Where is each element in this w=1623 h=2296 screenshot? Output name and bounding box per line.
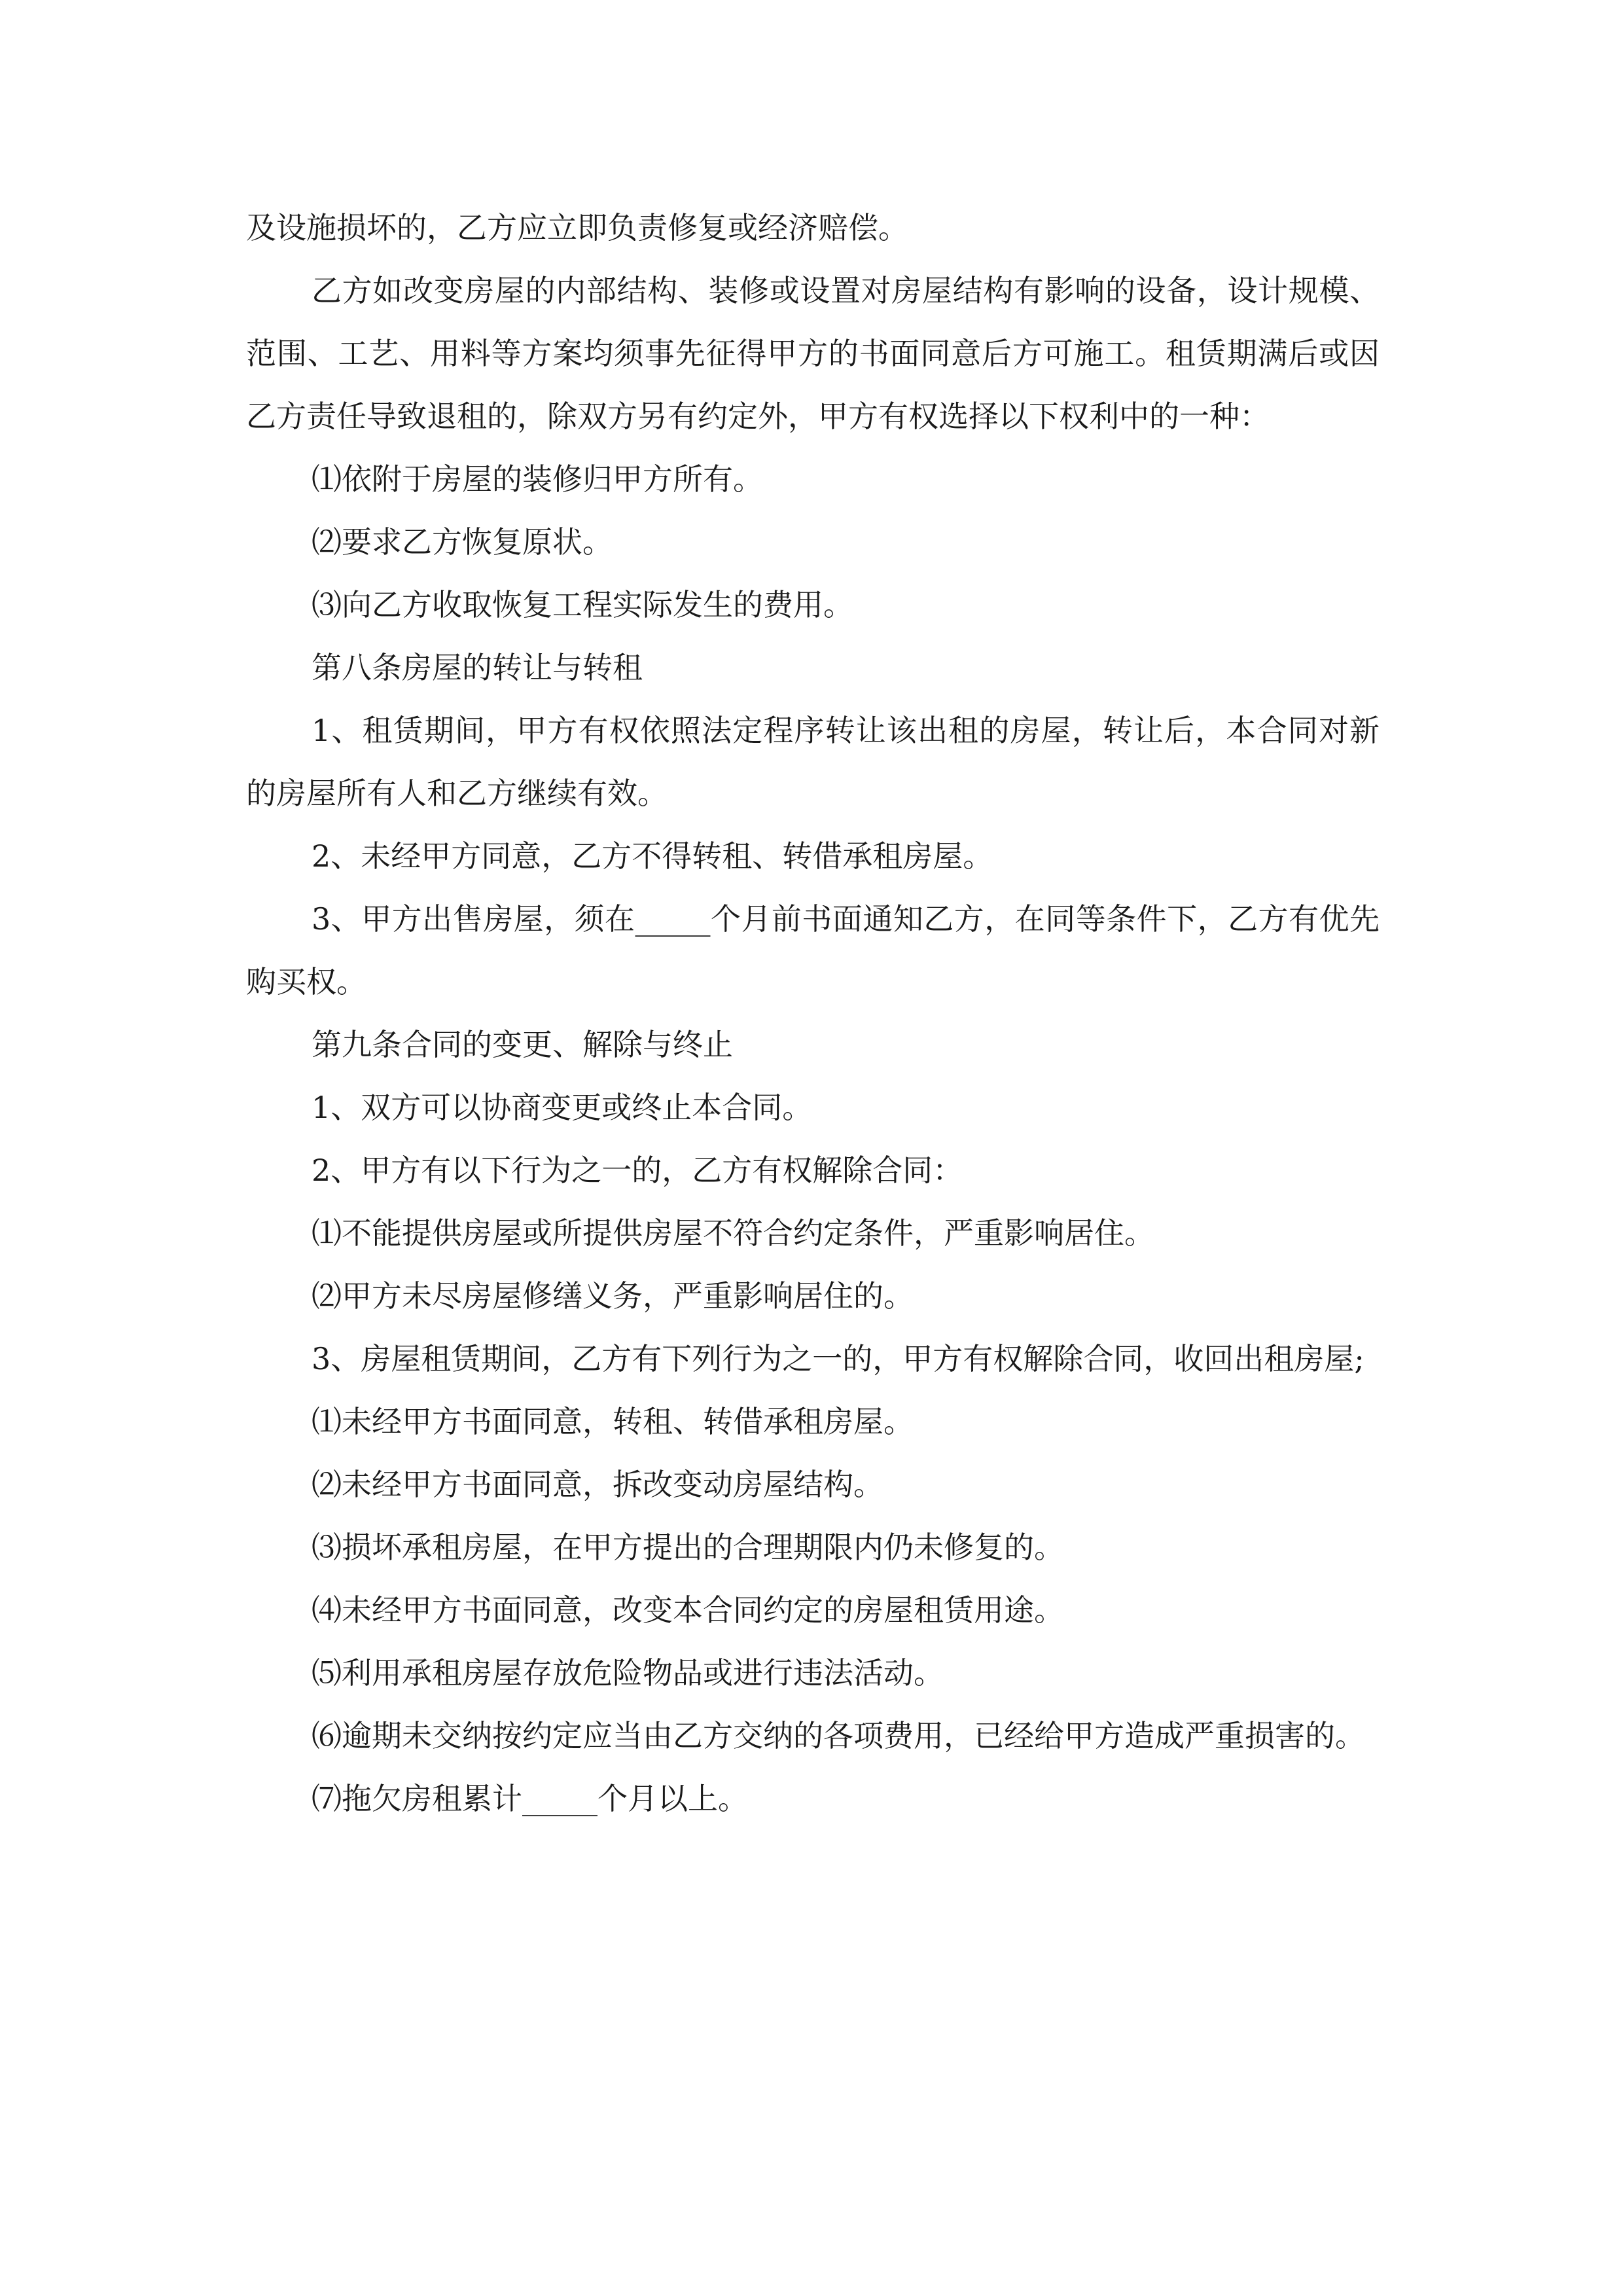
section-heading-article-8: 第八条房屋的转让与转租 [312,650,643,685]
clause-item: 2、未经甲方同意，乙方不得转租、转借承租房屋。 [312,838,993,874]
paragraph-damage-repair: 及设施损坏的，乙方应立即负责修复或经济赔偿。 [246,210,908,245]
list-item: ⑵要求乙方恢复原状。 [312,524,613,560]
list-item: ⑵甲方未尽房屋修缮义务，严重影响居住的。 [312,1278,914,1314]
clause-item: 3、甲方出售房屋，须在_____个月前书面通知乙方，在同等条件下，乙方有优先购买权。 [246,901,1380,999]
list-item: ⑶向乙方收取恢复工程实际发生的费用。 [312,587,853,622]
list-item: ⑺拖欠房租累计_____个月以上。 [312,1781,748,1816]
list-item: ⑷未经甲方书面同意，改变本合同约定的房屋租赁用途。 [312,1592,1064,1628]
list-item: ⑵未经甲方书面同意，拆改变动房屋结构。 [312,1467,883,1502]
list-item: ⑴未经甲方书面同意，转租、转借承租房屋。 [312,1404,914,1439]
list-item: ⑴依附于房屋的装修归甲方所有。 [312,461,763,497]
clause-item: 1、双方可以协商变更或终止本合同。 [312,1090,813,1125]
document-body [246,196,1380,1830]
clause-item: 2、甲方有以下行为之一的，乙方有权解除合同： [312,1153,963,1188]
list-item: ⑶损坏承租房屋，在甲方提出的合理期限内仍未修复的。 [312,1530,1064,1565]
paragraph-renovation-terms: 乙方如改变房屋的内部结构、装修或设置对房屋结构有影响的设备，设计规模、范围、工艺、用料等方案均须事先征得甲方的书面同意后方可施工。租赁期满后或因乙方责任导致退租的，除双方另有约定外，甲方有权选择以下权利中的一种： [246,273,1380,434]
section-heading-article-9: 第九条合同的变更、解除与终止 [312,1027,733,1062]
list-item: ⑹逾期未交纳按约定应当由乙方交纳的各项费用，已经给甲方造成严重损害的。 [312,1718,1365,1753]
list-item: ⑸利用承租房屋存放危险物品或进行违法活动。 [312,1655,944,1691]
list-item: ⑴不能提供房屋或所提供房屋不符合约定条件，严重影响居住。 [312,1215,1154,1251]
clause-item: 3、房屋租赁期间，乙方有下列行为之一的，甲方有权解除合同，收回出租房屋; [312,1341,1364,1376]
clause-item: 1、租赁期间，甲方有权依照法定程序转让该出租的房屋，转让后，本合同对新的房屋所有人和乙方继续有效。 [246,713,1380,811]
